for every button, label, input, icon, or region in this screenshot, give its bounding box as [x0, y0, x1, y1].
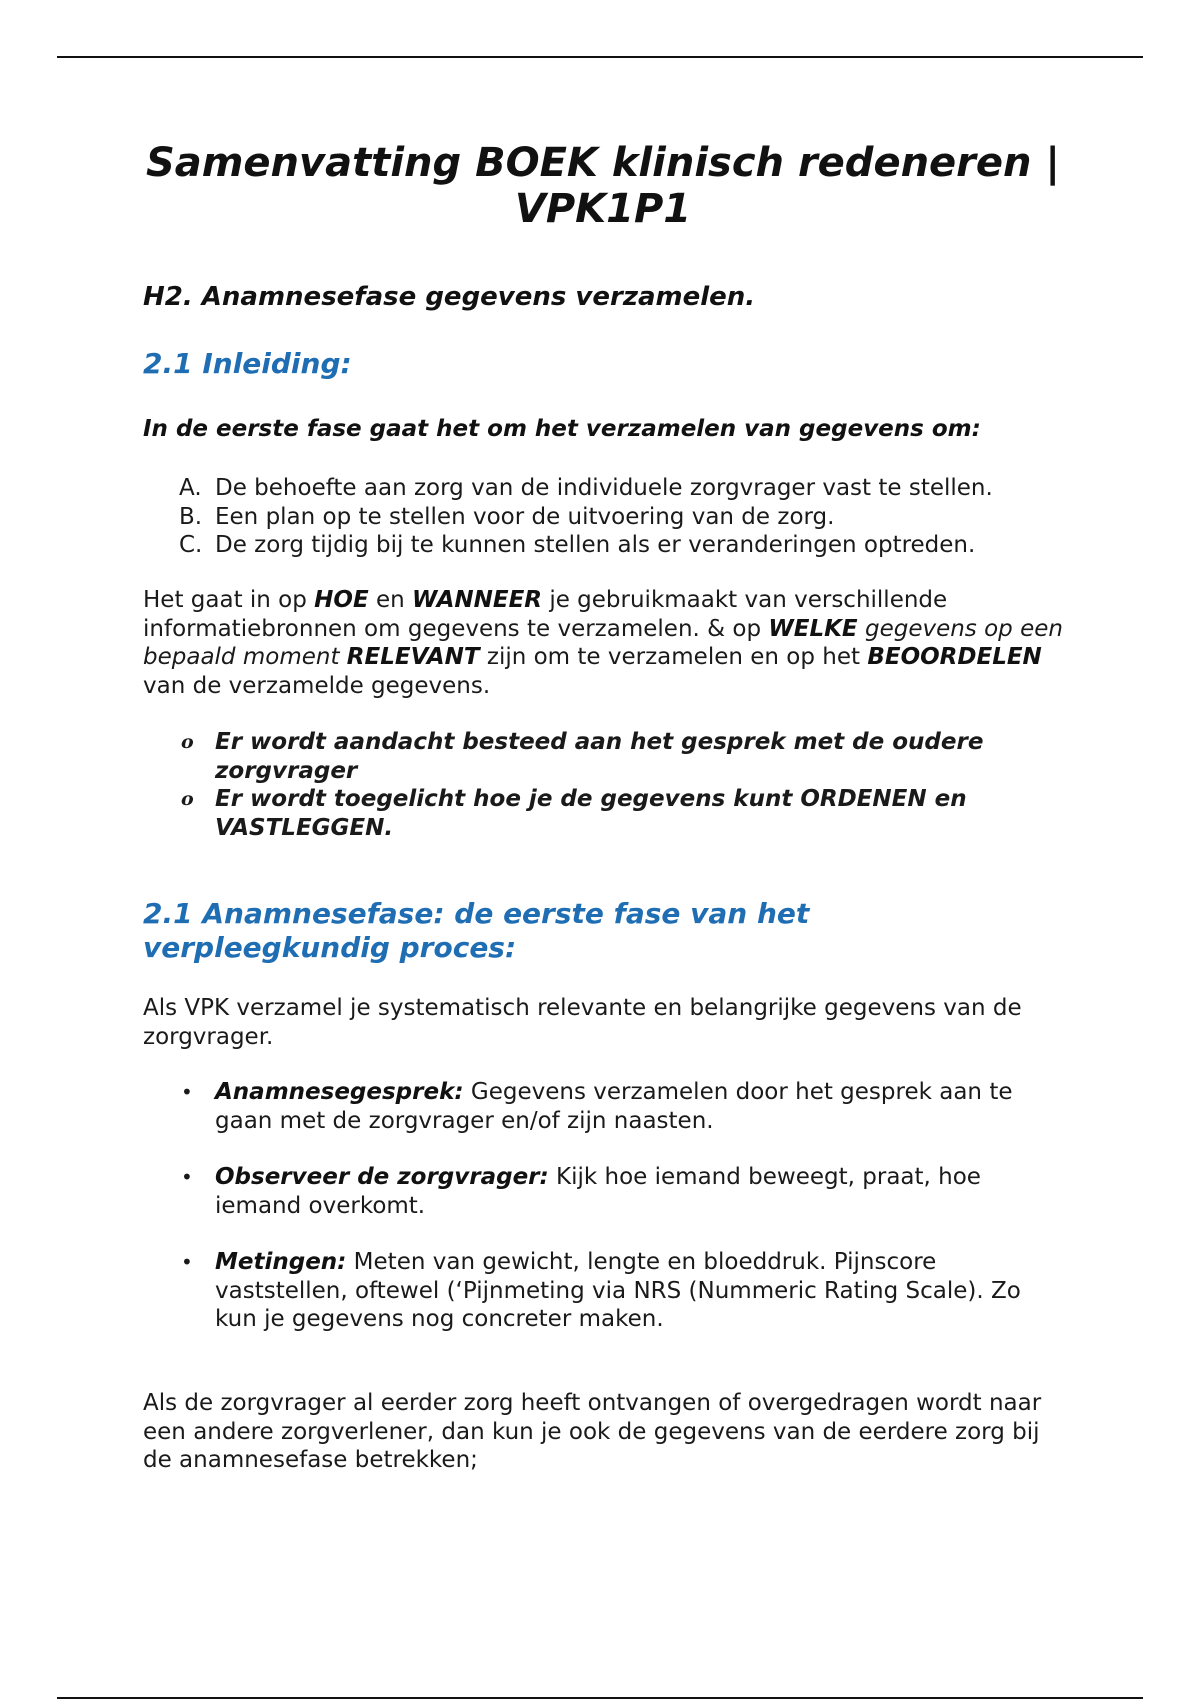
bullet-label: Anamnesegesprek:: [215, 1079, 464, 1105]
top-rule: [57, 56, 1143, 58]
list-item: [179, 728, 1039, 785]
section-heading-inleiding: 2.1 Inleiding:: [143, 347, 352, 380]
list-item: [179, 474, 993, 503]
para-emphasis: BEOORDELEN: [867, 644, 1042, 670]
intro-paragraph: [143, 586, 1063, 700]
list-item-text: De behoefte aan zorg van de individuele zorgvrager vast te stellen.: [215, 475, 993, 501]
list-item: [179, 1163, 1039, 1220]
bullet-label: Observeer de zorgvrager:: [215, 1164, 549, 1190]
list-marker: A.: [179, 475, 202, 501]
section-lead: In de eerste fase gaat het om het verzamelen van gegevens om:: [143, 416, 981, 442]
list-item-text: Er wordt toegelicht hoe je de gegevens kunt ORDENEN en VASTLEGGEN.: [215, 786, 967, 841]
chapter-heading: H2. Anamnesefase gegevens verzamelen.: [143, 282, 756, 312]
para-emphasis: WANNEER: [412, 587, 543, 613]
para-italic: gegevens op een bepaald moment: [143, 615, 1063, 670]
para-text: zijn om te verzamelen en op het: [479, 644, 868, 670]
section-heading-anamnesefase: 2.1 Anamnesefase: de eerste fase van het verpleegkundig proces:: [143, 897, 810, 964]
bullet-icon: •: [181, 1165, 193, 1189]
bullet-text: Gegevens verzamelen door het gesprek aan te gaan met de zorgvrager en/of zijn naasten.: [215, 1079, 1013, 1134]
list-marker: o: [181, 731, 194, 753]
bullet-list: [179, 1078, 1039, 1135]
bullet-text: Kijk hoe iemand beweegt, praat, hoe iemand overkomt.: [215, 1164, 981, 1219]
bullet-list: [179, 1248, 1039, 1334]
bullet-icon: •: [181, 1250, 193, 1274]
bullet-list: [179, 1163, 1039, 1220]
para-emphasis: RELEVANT: [346, 644, 480, 670]
para-text: je gebruikmaakt van verschillende informatiebronnen om gegevens te verzamelen. & op: [143, 587, 948, 642]
alpha-list: [179, 474, 993, 560]
para-text: van de verzamelde gegevens.: [143, 672, 491, 699]
document-title: Samenvatting BOEK klinisch redeneren | VPK1P1: [145, 140, 1061, 232]
bottom-rule: [57, 1697, 1143, 1699]
list-marker: C.: [179, 532, 203, 558]
para-text: Het gaat in op: [143, 587, 315, 613]
bullet-text: Meten van gewicht, lengte en bloeddruk. Pijnscore vaststellen, oftewel (‘Pijnmeting via NRS (Nummeric Rating Scale). Zo kun je gegevens nog concreter maken.: [215, 1249, 1021, 1332]
list-item: [179, 785, 1039, 842]
list-item: [179, 531, 993, 560]
bullet-label: Metingen:: [215, 1249, 347, 1275]
list-item: [179, 1248, 1039, 1334]
list-marker: o: [181, 788, 194, 810]
para-emphasis: WELKE: [768, 615, 858, 642]
list-item: [179, 1078, 1039, 1135]
list-item: [179, 503, 993, 532]
section-intro: Als VPK verzamel je systematisch relevante en belangrijke gegevens van de zorgvrager.: [143, 995, 1022, 1050]
para-emphasis: HOE: [314, 587, 369, 613]
bullet-icon: •: [181, 1080, 193, 1104]
para-text: en: [368, 587, 413, 613]
closing-paragraph: Als de zorgvrager al eerder zorg heeft ontvangen of overgedragen wordt naar een andere zorgverlener, dan kun je ook de gegevens van de eerdere zorg bij de anamnesefase betrekken;: [143, 1390, 1042, 1473]
list-item-text: Een plan op te stellen voor de uitvoering van de zorg.: [215, 503, 835, 530]
list-item-text: Er wordt aandacht besteed aan het gesprek met de oudere zorgvrager: [215, 729, 984, 784]
list-marker: B.: [179, 503, 203, 530]
list-item-text: De zorg tijdig bij te kunnen stellen als er veranderingen optreden.: [215, 532, 976, 558]
o-list: [179, 728, 1039, 842]
